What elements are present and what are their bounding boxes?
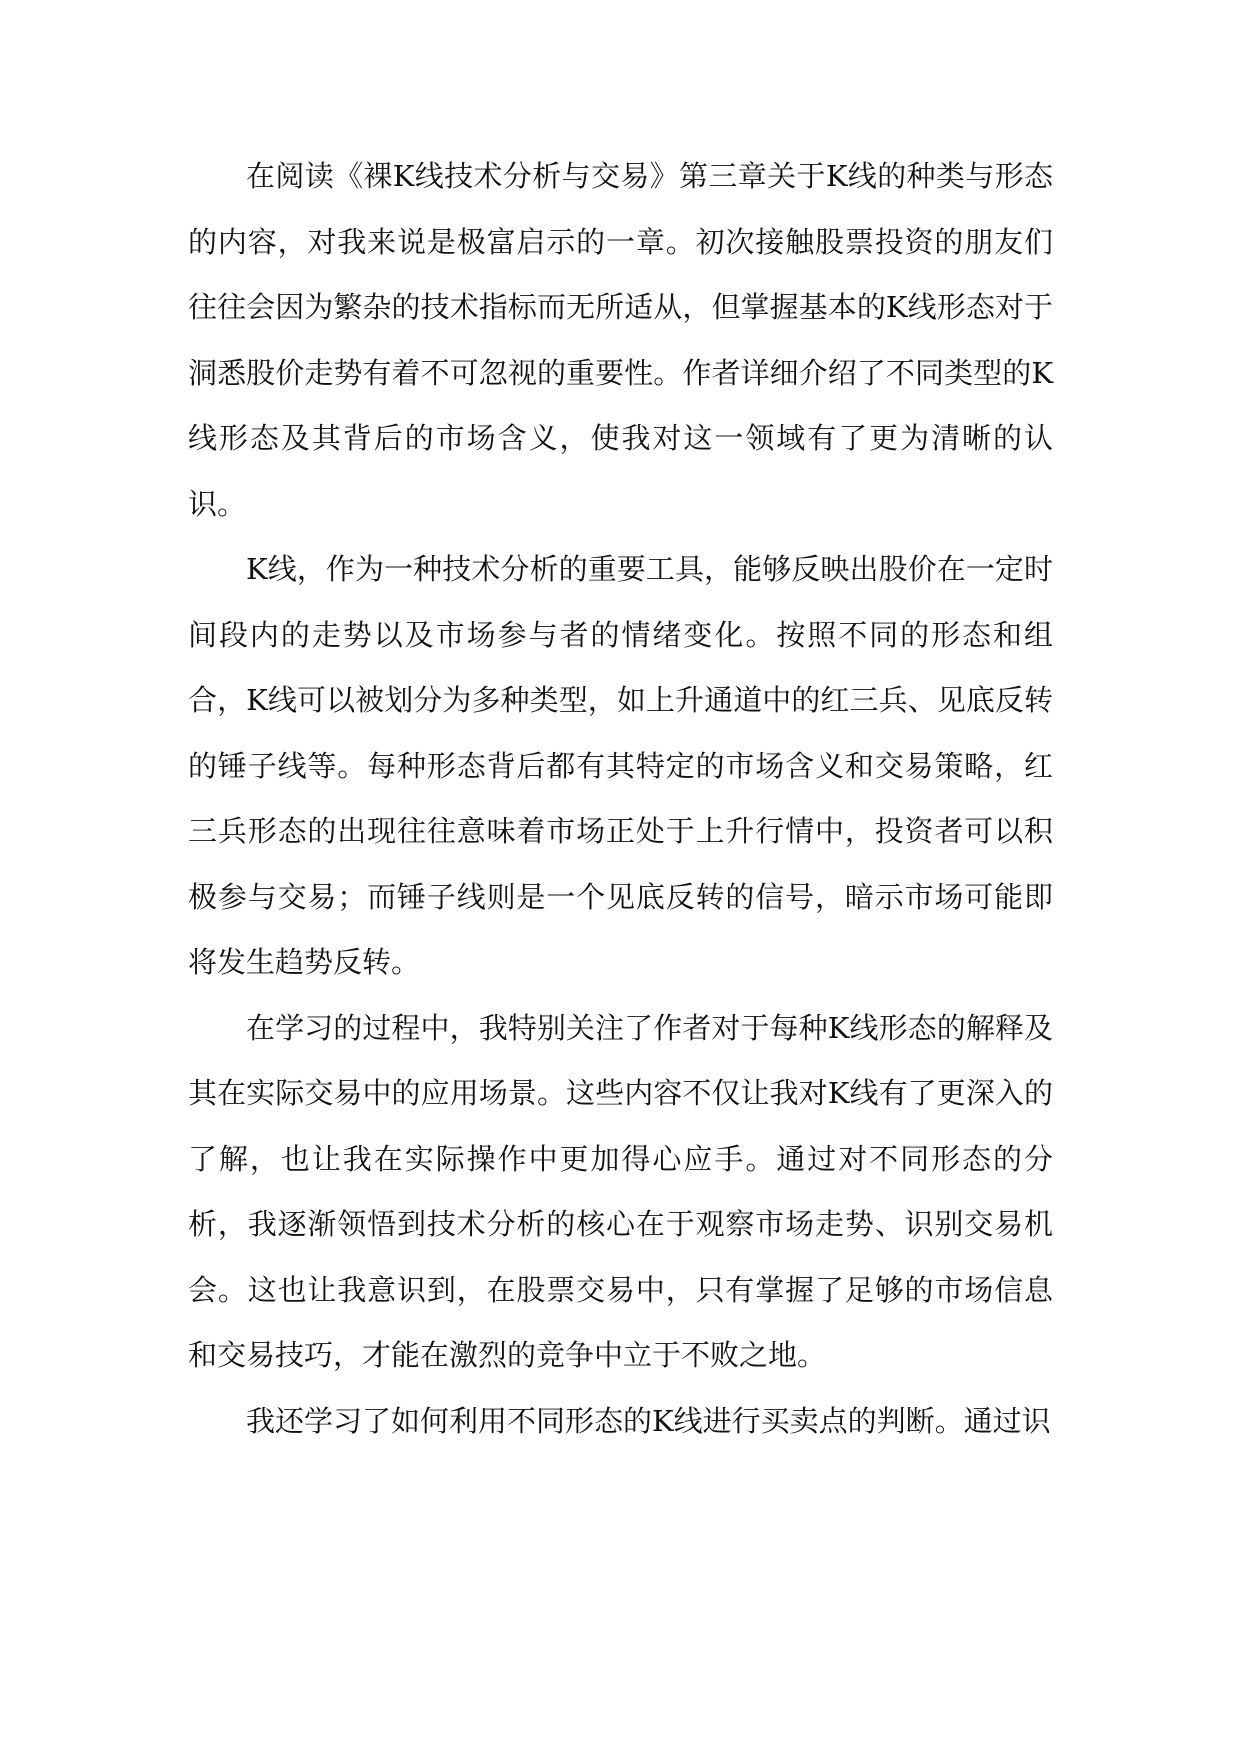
paragraph-3: 在学习的过程中，我特别关注了作者对于每种K线形态的解释及其在实际交易中的应用场景。这些内容不仅让我对K线有了更深入的了解，也让我在实际操作中更加得心应手。通过对不同形态的分析，我逐渐领悟到技术分析的核心在于观察市场走势、识别交易机会。这也让我意识到，在股票交易中，只有掌握了足够的市场信息和交易技巧，才能在激烈的竞争中立于不败之地。 (188, 1010, 1053, 1372)
paragraph-1: 在阅读《裸K线技术分析与交易》第三章关于K线的种类与形态的内容，对我来说是极富启示的一章。初次接触股票投资的朋友们往往会因为繁杂的技术指标而无所适从，但掌握基本的K线形态对于洞悉股价走势有着不可忽视的重要性。作者详细介绍了不同类型的K线形态及其背后的市场含义，使我对这一领域有了更为清晰的认识。 (188, 159, 1053, 521)
body-text (188, 144, 1053, 1454)
paragraph-2: K线，作为一种技术分析的重要工具，能够反映出股价在一定时间段内的走势以及市场参与者的情绪变化。按照不同的形态和组合，K线可以被划分为多种类型，如上升通道中的红三兵、见底反转的锤子线等。每种形态背后都有其特定的市场含义和交易策略，红三兵形态的出现往往意味着市场正处于上升行情中，投资者可以积极参与交易；而锤子线则是一个见底反转的信号，暗示市场可能即将发生趋势反转。 (188, 552, 1053, 979)
paragraph-4: 我还学习了如何利用不同形态的K线进行买卖点的判断。通过识 (246, 1403, 1051, 1438)
